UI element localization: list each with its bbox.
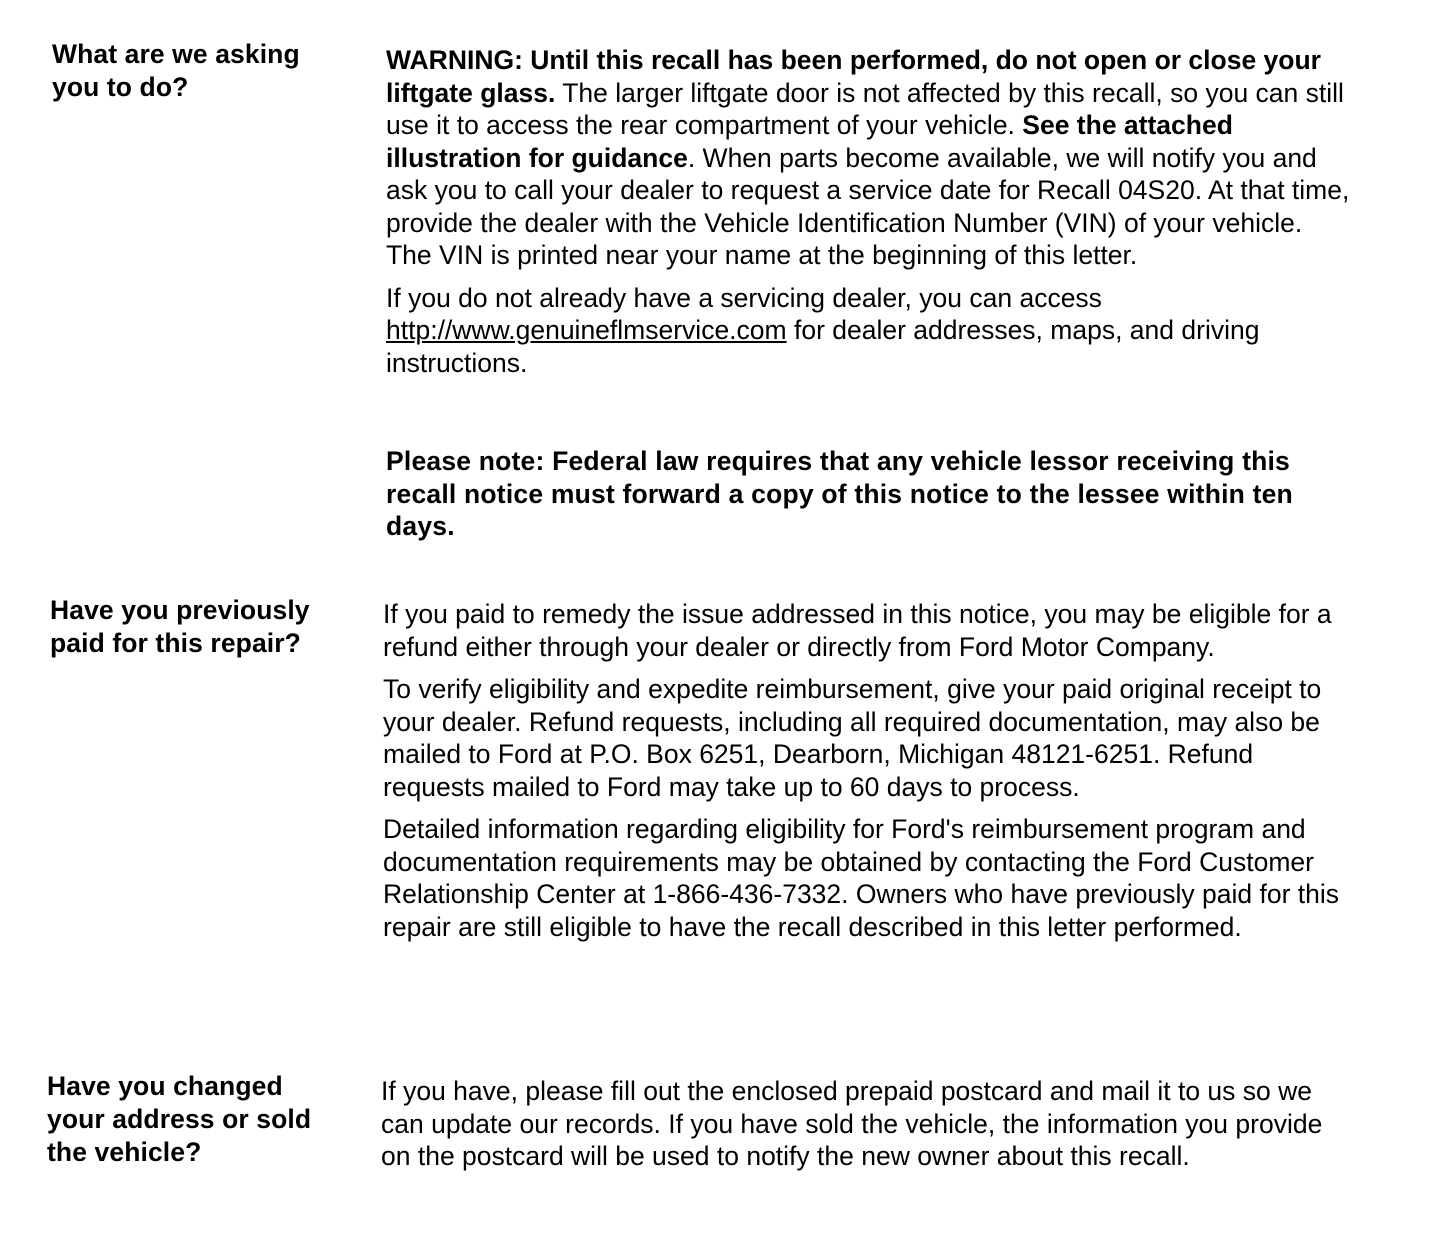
address-label: [47, 1070, 311, 1169]
asking-body: [386, 44, 1351, 543]
paid-label-line-1: Have you previously: [50, 595, 310, 625]
paid-body: [383, 598, 1348, 943]
lessor-note: Please note: Federal law requires that any vehicle lessor receiving this recall notice must forward a copy of this notice to the lessee within ten days.: [386, 446, 1293, 541]
contact-center-paragraph: Detailed information regarding eligibility for Ford's reimbursement program and documentation requirements may be obtained by contacting the Ford Customer Relationship Center at 1-866-436-7332. Owners who have previously paid for this repair are still eligible to have the recall described in this letter performed.: [383, 814, 1340, 942]
address-label-line-2: your address or sold: [47, 1104, 312, 1134]
address-label-line-3: the vehicle?: [47, 1137, 202, 1167]
postcard-paragraph: If you have, please fill out the enclosed prepaid postcard and mail it to us so we can update our records. If you have sold the vehicle, the information you provide on the postcard will be used to notify the new owner about this recall.: [381, 1076, 1323, 1171]
asking-label-line-2: you to do?: [52, 72, 189, 102]
asking-label-line-1: What are we asking: [52, 39, 300, 69]
asking-paragraph-warning: [386, 44, 1351, 272]
service-date-text: . When parts become available, we will notify you and ask you to call your dealer to request a service date for Recall 04S20. At that time, provide the dealer with the Vehicle Identification Number (VIN) of your vehicle. The VIN is printed near your name at the beginning of this letter.: [386, 142, 1350, 270]
asking-paragraph-dealer: [386, 282, 1351, 380]
address-body: [381, 1075, 1346, 1173]
liftgate-text: The larger liftgate door is not affected by this recall, so you can still use it to access the rear compartment of your vehicle.: [386, 77, 1344, 140]
address-label-line-1: Have you changed: [47, 1071, 283, 1101]
reimbursement-paragraph: To verify eligibility and expedite reimbursement, give your paid original receipt to your dealer. Refund requests, including all required documentation, may also be mailed to Ford at P.O. Box 6251, Dearborn, Michigan 48121-6251. Refund requests mailed to Ford may take up to 60 days to process.: [383, 674, 1322, 802]
paid-label-line-2: paid for this repair?: [50, 628, 301, 658]
refund-eligibility-paragraph: If you paid to remedy the issue addressed in this notice, you may be eligible for a refund either through your dealer or directly from Ford Motor Company.: [383, 599, 1332, 662]
warning-text: WARNING: Until this recall has been performed, do not open or close your liftgate glass.: [386, 45, 1321, 108]
dealer-directions-text: for dealer addresses, maps, and driving instructions.: [386, 315, 1260, 378]
illustration-guidance-text: See the attached illustration for guidance: [386, 110, 1233, 173]
asking-label: [52, 38, 300, 104]
dealer-access-text: If you do not already have a servicing dealer, you can access: [386, 282, 1102, 313]
dealer-website-link[interactable]: http://www.genuineflmservice.com: [386, 315, 787, 345]
paid-label: [50, 594, 310, 660]
